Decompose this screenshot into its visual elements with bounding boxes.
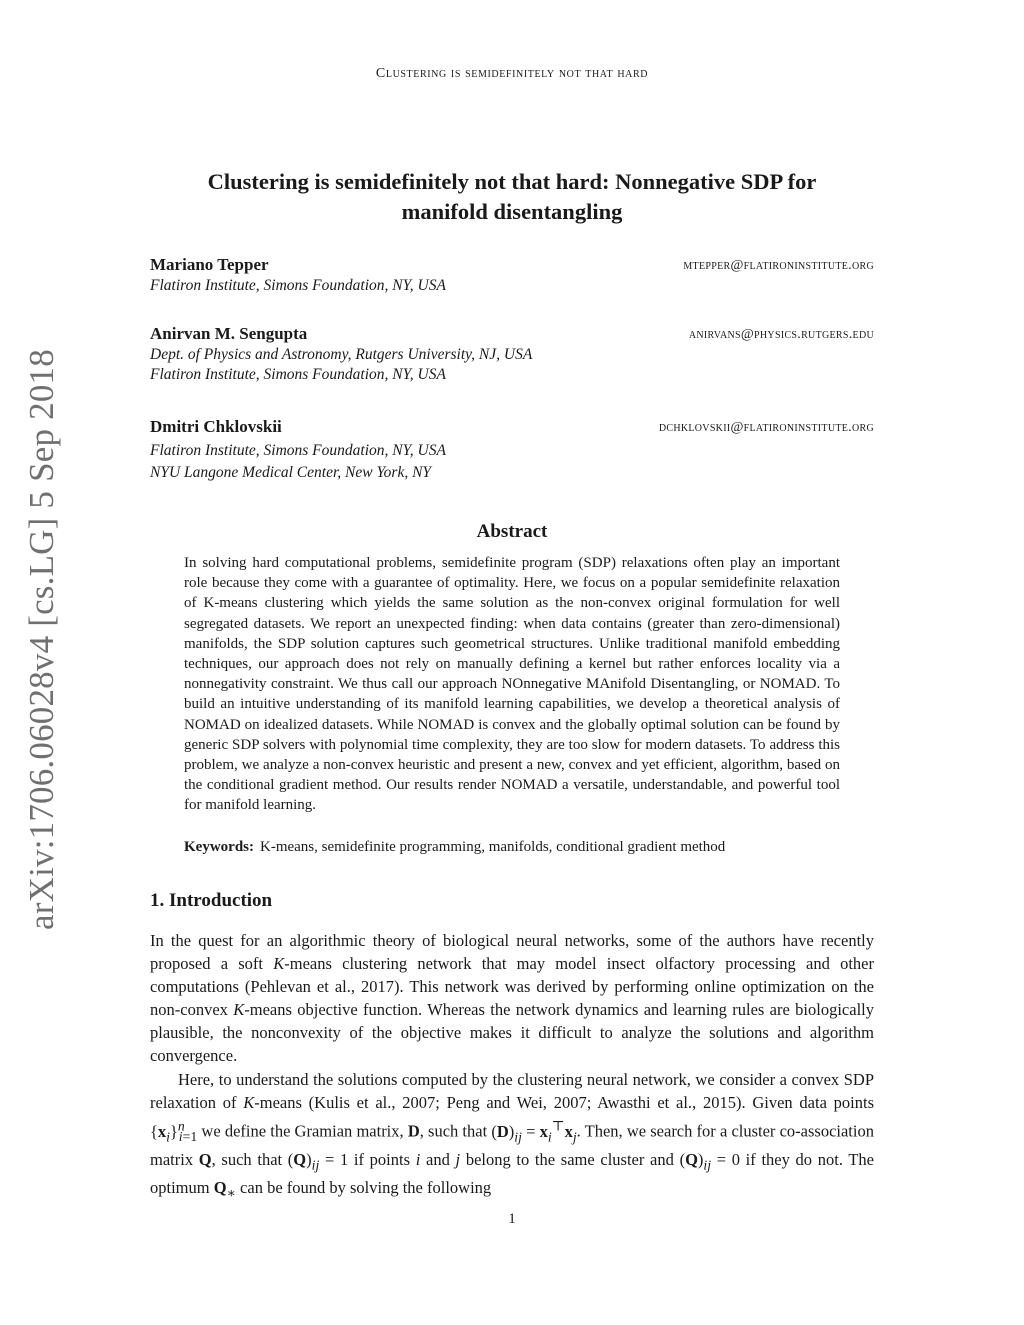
author-name-1: Mariano Tepper — [150, 255, 269, 274]
paper-title — [150, 167, 874, 227]
running-head: Clustering is semidefinitely not that hard — [375, 66, 649, 81]
keywords-list: K-means, semidefinite programming, manifolds, conditional gradient method — [260, 839, 726, 855]
math-q-one: $(Q)_{ij} = 1$ — [287, 1149, 349, 1173]
author-name-3: Dmitri Chklovskii — [150, 417, 282, 436]
author-email-1[interactable]: mtepper@flatironinstitute.org — [683, 258, 874, 273]
arxiv-stamp: arXiv:1706.06028v4 [cs.LG] 5 Sep 2018 — [22, 349, 61, 930]
title-line-1: Clustering is semidefinitely not that hard: Nonnegative SDP for — [207, 169, 817, 194]
math-gram-entry: $(D)_{ij} = x_i^⊤x_j$ — [491, 1118, 577, 1144]
page-number: 1 — [508, 1211, 516, 1227]
abstract-heading: Abstract — [476, 521, 548, 542]
author-affiliation-3b: NYU Langone Medical Center, New York, NY — [150, 464, 432, 481]
math-data-points: $\{x_i\}^n_{i=1}$ — [150, 1118, 198, 1144]
title-line-2: manifold disentangling — [401, 199, 623, 224]
author-email-3[interactable]: dchklovskii@flatironinstitute.org — [658, 420, 874, 435]
math-q-opt: $Q_∗$ — [213, 1178, 236, 1201]
keywords-label: Keywords: — [184, 839, 254, 855]
intro-paragraph-1: In the quest for an algorithmic theory of biological neural networks, some of the authors have recently proposed a soft K-means clustering network that may model insect olfactory processing and other computations (Pehlevan et al., 2017). This network was derived by performing online optimization on the non-convex K-means objective function. Whereas the network dynamics and learning rules are biologically plausible, the nonconvexity of the objective makes it difficult to analyze the solutions and algorithm convergence. — [150, 931, 874, 1065]
author-name-2: Anirvan M. Sengupta — [150, 324, 308, 343]
section-heading-introduction: 1. Introduction — [150, 890, 273, 911]
keywords-line — [184, 839, 840, 856]
abstract-text: In solving hard computational problems, semidefinite program (SDP) relaxations often play an important role because they come with a guarantee of optimality. Here, we focus on a popular semidefinite relaxation of K-means clustering which yields the same solution as the non-convex original formulation for well segregated datasets. We report an unexpected finding: when data contains (greater than zero-dimensional) manifolds, the SDP solution captures such geometrical structures. Unlike traditional manifold embedding techniques, our approach does not rely on manually defining a kernel but rather enforces locality via a nonnegativity constraint. We thus call our approach NOnnegative MAnifold Disentangling, or NOMAD. To build an intuitive understanding of its manifold learning capabilities, we develop a theoretical analysis of NOMAD on idealized datasets. While NOMAD is convex and the globally optimal solution can be found by generic SDP solvers with polynomial time complexity, they are too slow for modern datasets. To address this problem, we analyze a non-convex heuristic and present a new, convex and yet efficient, algorithm, based on the conditional gradient method. Our results render NOMAD a versatile, understandable, and powerful tool for manifold learning. — [184, 555, 840, 814]
author-email-2[interactable]: anirvans@physics.rutgers.edu — [688, 327, 874, 342]
math-q-zero: $(Q)_{ij} = 0$ — [679, 1149, 740, 1173]
intro-paragraph-2: Here, to understand the solutions computed by the clustering neural network, we consider a convex SDP relaxation of K-means (Kulis et al., 2007; Peng and Wei, 2007; Awasthi et al., 2015). Given data points $\{x_i\}^n_{i=1}$ we define the Gramian matrix, D, such that $(D)_{ij} = x_i^⊤x_j$. Then, we search for a cluster co-association matrix Q, such that $(Q)_{ij} = 1$ if points i and j belong to the same cluster and $(Q)_{ij} = 0$ if they do not. The optimum $Q_∗$ can be found by solving the following — [150, 1070, 874, 1201]
author-affiliation-2b: Flatiron Institute, Simons Foundation, NY, USA — [150, 366, 446, 383]
author-affiliation-1a: Flatiron Institute, Simons Foundation, NY, USA — [150, 277, 446, 294]
author-affiliation-3a: Flatiron Institute, Simons Foundation, NY, USA — [150, 442, 446, 459]
author-affiliation-2a: Dept. of Physics and Astronomy, Rutgers University, NJ, USA — [150, 346, 533, 363]
